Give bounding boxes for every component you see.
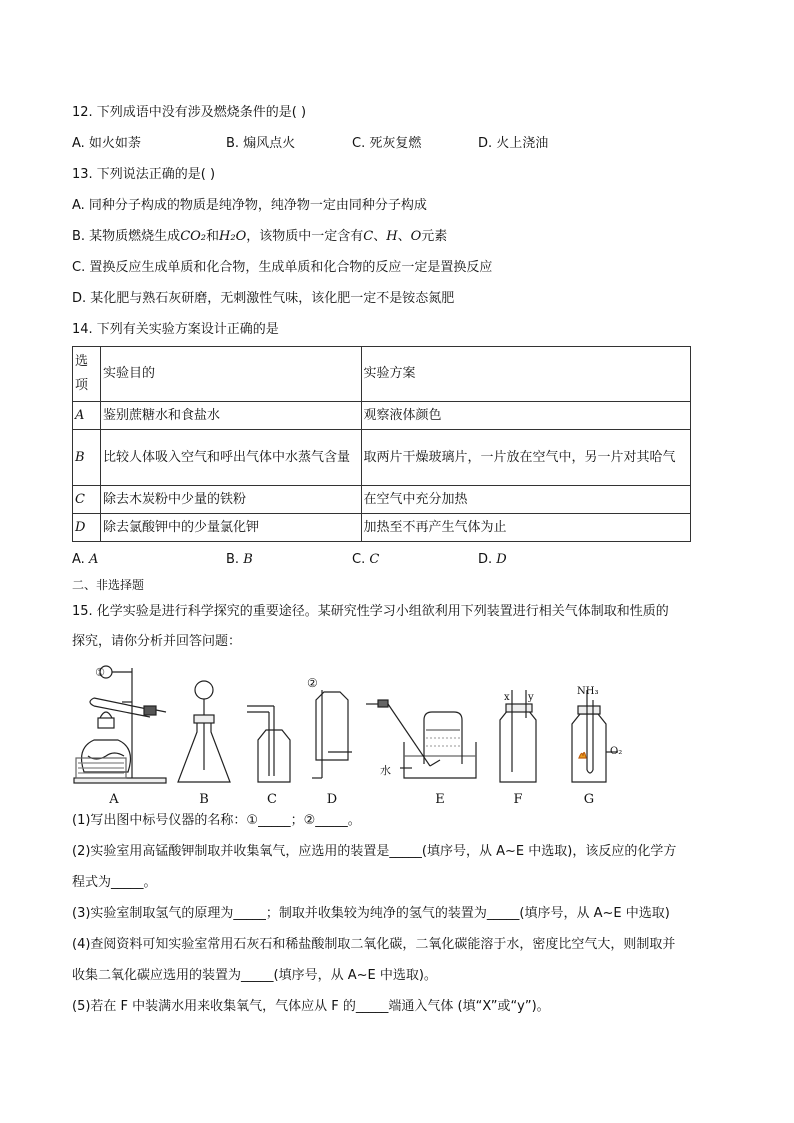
q13-b-and: 和	[206, 229, 220, 244]
row-purpose: 鉴别蔗糖水和食盐水	[100, 402, 361, 430]
q14-option-c	[352, 551, 379, 569]
q13-b-sep2: 、	[397, 229, 411, 244]
o2-label: O₂	[610, 746, 623, 757]
q15-part2-line1: (2)实验室用高锰酸钾制取并收集氧气，应选用的装置是_____(填序号，从 A~E 中选取)，该反应的化学方	[72, 844, 677, 859]
nh3-label: NH₃	[577, 686, 599, 697]
mark-2: ②	[307, 676, 318, 690]
q14-b-val: B	[243, 552, 253, 567]
q12-option-b: B. 煽风点火	[226, 136, 296, 151]
apparatus-b	[178, 681, 230, 782]
row-key: A	[73, 402, 101, 430]
q13-b-mid: ，该物质中一定含有	[246, 229, 364, 244]
table-row	[73, 402, 691, 430]
element-c: C	[363, 229, 374, 244]
q12-option-a: A. 如火如荼	[72, 136, 141, 151]
formula-co2: CO₂	[180, 229, 207, 244]
header-purpose: 实验目的	[100, 347, 361, 402]
row-purpose: 比较人体吸入空气和呼出气体中水蒸气含量	[100, 430, 361, 486]
q14-option-a	[72, 551, 98, 569]
section-heading: 二、非选择题	[72, 578, 145, 592]
q14-option-d	[478, 551, 507, 569]
q15-part4-line2: 收集二氧化碳应选用的装置为_____(填序号，从 A~E 中选取)。	[72, 968, 437, 983]
element-o: O	[410, 229, 422, 244]
q12-option-d: D. 火上浇油	[478, 136, 549, 151]
row-purpose: 除去木炭粉中少量的铁粉	[100, 486, 361, 514]
tube-x-label: x	[504, 692, 510, 703]
row-plan: 取两片干燥玻璃片，一片放在空气中，另一片对其哈气	[361, 430, 690, 486]
q15-part3: (3)实验室制取氢气的原理为_____；制取并收集较为纯净的氢气的装置为_____(填序号，从 A~E 中选取)	[72, 906, 670, 921]
row-key: B	[73, 430, 101, 486]
q13-option-b	[72, 228, 447, 246]
label-g: G	[583, 792, 595, 807]
label-d: D	[326, 792, 338, 807]
row-plan: 观察液体颜色	[361, 402, 690, 430]
apparatus-figure	[66, 660, 626, 808]
header-option: 选项	[73, 347, 101, 402]
formula-h2o: H₂O	[219, 229, 247, 244]
q12-stem: 12. 下列成语中没有涉及燃烧条件的是( )	[72, 105, 307, 120]
element-h: H	[386, 229, 398, 244]
label-e: E	[435, 792, 445, 807]
apparatus-d	[312, 690, 352, 778]
experiment-table	[72, 346, 691, 542]
row-plan: 在空气中充分加热	[361, 486, 690, 514]
row-key: D	[73, 514, 101, 542]
table-row	[73, 514, 691, 542]
label-c: C	[267, 792, 277, 807]
q13-b-sep1: 、	[373, 229, 387, 244]
label-b: B	[199, 792, 209, 807]
q14-option-b	[226, 551, 253, 569]
label-f: F	[513, 792, 523, 807]
row-purpose: 除去氯酸钾中的少量氯化钾	[100, 514, 361, 542]
q14-stem: 14. 下列有关实验方案设计正确的是	[72, 322, 279, 337]
q13-b-post: 元素	[421, 229, 448, 244]
apparatus-g	[572, 690, 618, 782]
q12-option-c: C. 死灰复燃	[352, 136, 422, 151]
q14-a-prefix: A.	[72, 552, 89, 567]
q15-stem-line2: 探究，请你分析并回答问题：	[72, 634, 242, 649]
q13-option-c: C. 置换反应生成单质和化合物，生成单质和化合物的反应一定是置换反应	[72, 260, 493, 275]
row-key: C	[73, 486, 101, 514]
row-plan: 加热至不再产生气体为止	[361, 514, 690, 542]
q13-stem: 13. 下列说法正确的是( )	[72, 167, 216, 182]
q15-part2-line2: 程式为_____。	[72, 875, 157, 890]
q14-a-val: A	[88, 552, 99, 567]
table-row	[73, 486, 691, 514]
apparatus-a	[74, 666, 166, 783]
q14-d-val: D	[496, 552, 507, 567]
table-header-row	[73, 347, 691, 402]
q14-d-prefix: D.	[478, 552, 497, 567]
tube-y-label: y	[528, 692, 534, 703]
apparatus-f	[500, 690, 536, 782]
q15-part1: (1)写出图中标号仪器的名称：①_____；②_____。	[72, 813, 361, 828]
q14-c-prefix: C.	[352, 552, 370, 567]
q13-option-d: D. 某化肥与熟石灰研磨，无刺激性气味，该化肥一定不是铵态氮肥	[72, 291, 455, 306]
mark-1: ①	[95, 666, 105, 679]
q15-stem-line1: 15. 化学实验是进行科学探究的重要途径。某研究性学习小组欲利用下列装置进行相关气体制取和性质的	[72, 604, 669, 619]
q15-part5: (5)若在 F 中装满水用来收集氧气，气体应从 F 的_____端通入气体 (填“X”或“y”)。	[72, 999, 550, 1014]
q14-b-prefix: B.	[226, 552, 244, 567]
water-label: 水	[380, 764, 391, 777]
table-row	[73, 430, 691, 486]
q13-option-a: A. 同种分子构成的物质是纯净物，纯净物一定由同种分子构成	[72, 198, 427, 213]
q15-part4-line1: (4)查阅资料可知实验室常用石灰石和稀盐酸制取二氧化碳，二氧化碳能溶于水，密度比空气大，则制取并	[72, 937, 676, 952]
label-a: A	[109, 792, 119, 807]
q14-c-val: C	[369, 552, 380, 567]
header-plan: 实验方案	[361, 347, 690, 402]
q13-b-pre: B. 某物质燃烧生成	[72, 229, 181, 244]
apparatus-c	[247, 706, 290, 782]
